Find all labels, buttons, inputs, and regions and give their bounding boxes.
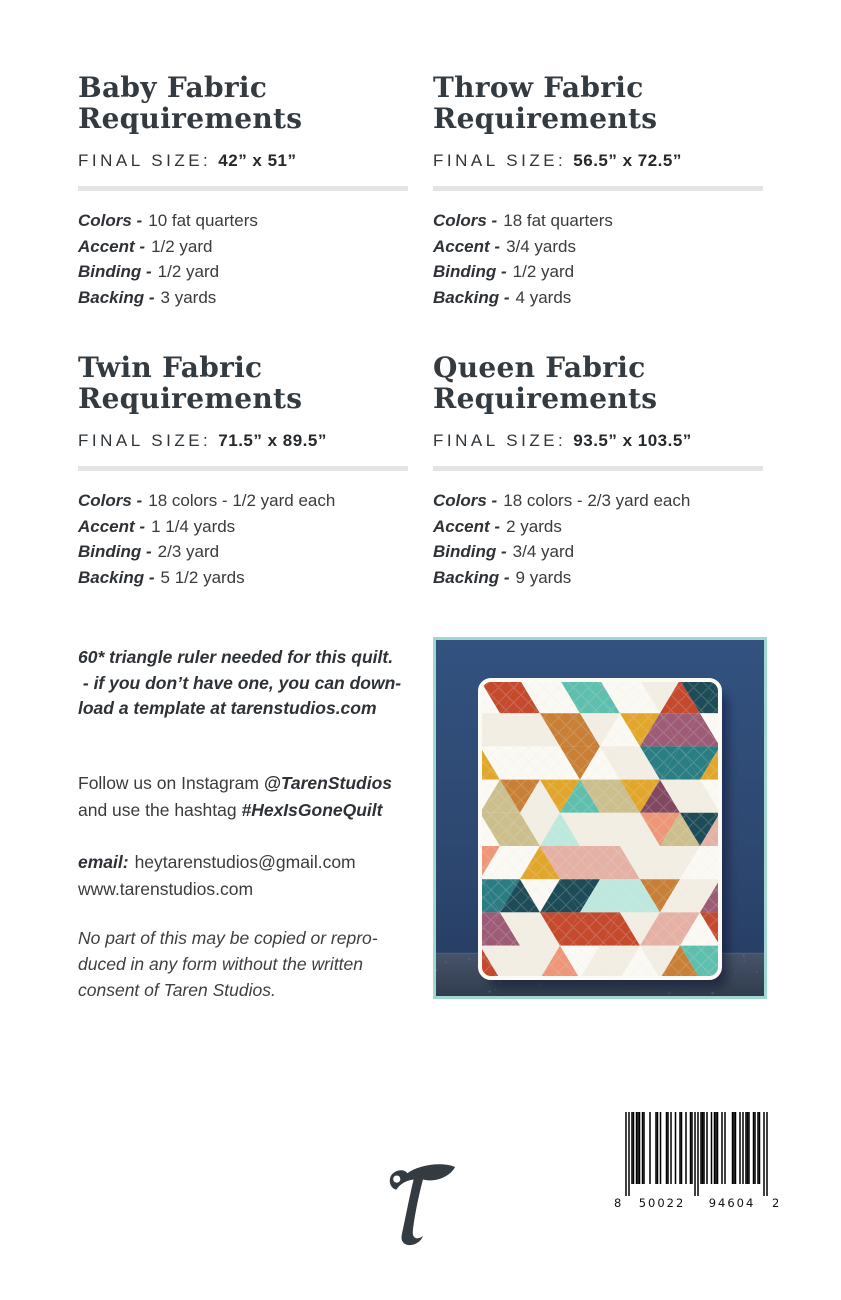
copyright-notice: [78, 925, 428, 1003]
copyright-line: consent of Taren Studios.: [78, 980, 276, 1000]
title-line1: Throw Fabric: [433, 71, 644, 104]
divider: [78, 186, 408, 191]
final-size: [78, 431, 413, 451]
copyright-line: duced in any form without the written: [78, 954, 364, 974]
final-size: [78, 151, 413, 171]
requirement-row: [433, 565, 768, 591]
divider: [433, 186, 763, 191]
final-size-value: 56.5” x 72.5”: [573, 151, 682, 170]
requirement-value: 5 1/2 yards: [160, 567, 245, 587]
title-line1: Twin Fabric: [78, 351, 263, 384]
requirement-value: 18 colors - 2/3 yard each: [503, 491, 691, 510]
quilt-photo-illustration: [436, 640, 764, 996]
ruler-note-line: 60* triangle ruler needed for this quilt.: [78, 647, 394, 667]
requirement-value: 4 yards: [515, 287, 572, 307]
final-size-value: 42” x 51”: [218, 151, 297, 170]
title-line1: Queen Fabric: [433, 351, 646, 384]
title-line1: Baby Fabric: [78, 71, 268, 104]
requirement-label: Backing -: [433, 287, 510, 307]
title-line2: Requirements: [78, 382, 303, 415]
requirement-value: 10 fat quarters: [148, 211, 258, 230]
final-size-label: FINAL SIZE:: [78, 431, 212, 450]
section-title: [433, 72, 768, 134]
section-queen-requirements: [433, 352, 768, 590]
requirements-list: [78, 488, 413, 590]
requirement-row: [433, 285, 768, 311]
requirement-label: Colors -: [78, 491, 143, 510]
requirement-row: [78, 208, 413, 234]
requirement-row: [78, 488, 413, 514]
requirements-list: [433, 488, 768, 590]
requirement-value: 18 fat quarters: [503, 211, 613, 230]
requirement-row: [78, 285, 413, 311]
requirement-row: [78, 514, 413, 540]
barcode-digits-left: 50022: [638, 1196, 686, 1210]
instagram-handle: @TarenStudios: [263, 773, 393, 793]
requirement-row: [433, 259, 768, 285]
requirement-label: Colors -: [433, 491, 498, 510]
requirement-value: 1 1/4 yards: [151, 516, 236, 536]
final-size: [433, 431, 768, 451]
requirement-label: Binding -: [433, 542, 507, 561]
requirement-value: 3 yards: [160, 287, 217, 307]
contact-block: [78, 849, 428, 903]
requirement-value: 18 colors - 1/2 yard each: [148, 491, 336, 510]
requirement-row: [433, 539, 768, 565]
requirement-row: [433, 488, 768, 514]
requirement-row: [433, 208, 768, 234]
requirement-label: Accent -: [433, 516, 501, 536]
requirement-value: 1/2 yard: [512, 262, 575, 281]
divider: [433, 466, 763, 471]
email-line: [78, 849, 428, 876]
requirement-label: Accent -: [433, 236, 501, 256]
final-size-label: FINAL SIZE:: [433, 151, 567, 170]
title-line2: Requirements: [433, 382, 658, 415]
requirement-label: Colors -: [78, 211, 143, 230]
requirement-row: [433, 514, 768, 540]
email-label: email:: [78, 852, 129, 872]
requirement-label: Binding -: [78, 542, 152, 561]
script-t-icon: [381, 1156, 465, 1250]
ruler-note-line: - if you don’t have one, you can down-: [78, 672, 402, 693]
section-twin-requirements: [78, 352, 413, 590]
social-block: [78, 770, 428, 824]
requirement-value: 2/3 yard: [157, 542, 220, 561]
divider: [78, 466, 408, 471]
ruler-note-line: load a template at tarenstudios.com: [78, 698, 377, 718]
requirement-label: Binding -: [433, 262, 507, 281]
requirement-label: Accent -: [78, 516, 146, 536]
final-size: [433, 151, 768, 171]
final-size-label: FINAL SIZE:: [78, 151, 212, 170]
section-title: [78, 72, 413, 134]
barcode-digits-right: 94604: [708, 1196, 756, 1210]
final-size-value: 71.5” x 89.5”: [218, 431, 327, 450]
requirement-label: Colors -: [433, 211, 498, 230]
requirement-row: [78, 259, 413, 285]
copyright-line: No part of this may be copied or repro-: [78, 928, 378, 948]
title-line2: Requirements: [78, 102, 303, 135]
email-address: heytarenstudios@gmail.com: [134, 852, 356, 872]
hashtag-line: [78, 797, 428, 824]
instagram-line: [78, 770, 428, 797]
requirements-list: [433, 208, 768, 310]
taren-studios-logo: [381, 1156, 465, 1250]
requirement-value: 1/2 yard: [151, 236, 213, 256]
barcode-digit-first: 8: [614, 1196, 622, 1210]
hashtag-prefix: and use the hashtag: [78, 800, 242, 820]
requirement-row: [433, 234, 768, 260]
title-line2: Requirements: [433, 102, 658, 135]
requirement-value: 2 yards: [506, 516, 562, 536]
requirement-row: [78, 234, 413, 260]
requirements-list: [78, 208, 413, 310]
requirement-value: 3/4 yard: [512, 542, 575, 561]
upc-barcode: [614, 1112, 780, 1212]
requirement-row: [78, 539, 413, 565]
requirement-value: 1/2 yard: [157, 262, 220, 281]
requirement-label: Binding -: [78, 262, 152, 281]
requirement-label: Accent -: [78, 236, 146, 256]
barcode-bars: [625, 1112, 768, 1201]
section-title: [433, 352, 768, 414]
section-title: [78, 352, 413, 414]
barcode-digit-last: 2: [772, 1196, 780, 1210]
quilt-photo: [433, 637, 767, 999]
section-throw-requirements: [433, 72, 768, 310]
requirement-row: [78, 565, 413, 591]
requirement-label: Backing -: [78, 567, 155, 587]
requirement-label: Backing -: [78, 287, 155, 307]
section-baby-requirements: [78, 72, 413, 310]
hashtag: #HexIsGoneQuilt: [241, 800, 383, 820]
requirement-label: Backing -: [433, 567, 510, 587]
final-size-label: FINAL SIZE:: [433, 431, 567, 450]
final-size-value: 93.5” x 103.5”: [573, 431, 692, 450]
requirement-value: 3/4 yards: [506, 236, 577, 256]
ruler-note: [78, 645, 428, 722]
requirement-value: 9 yards: [515, 567, 572, 587]
instagram-prefix: Follow us on Instagram: [78, 773, 264, 793]
website-url: www.tarenstudios.com: [78, 879, 254, 899]
